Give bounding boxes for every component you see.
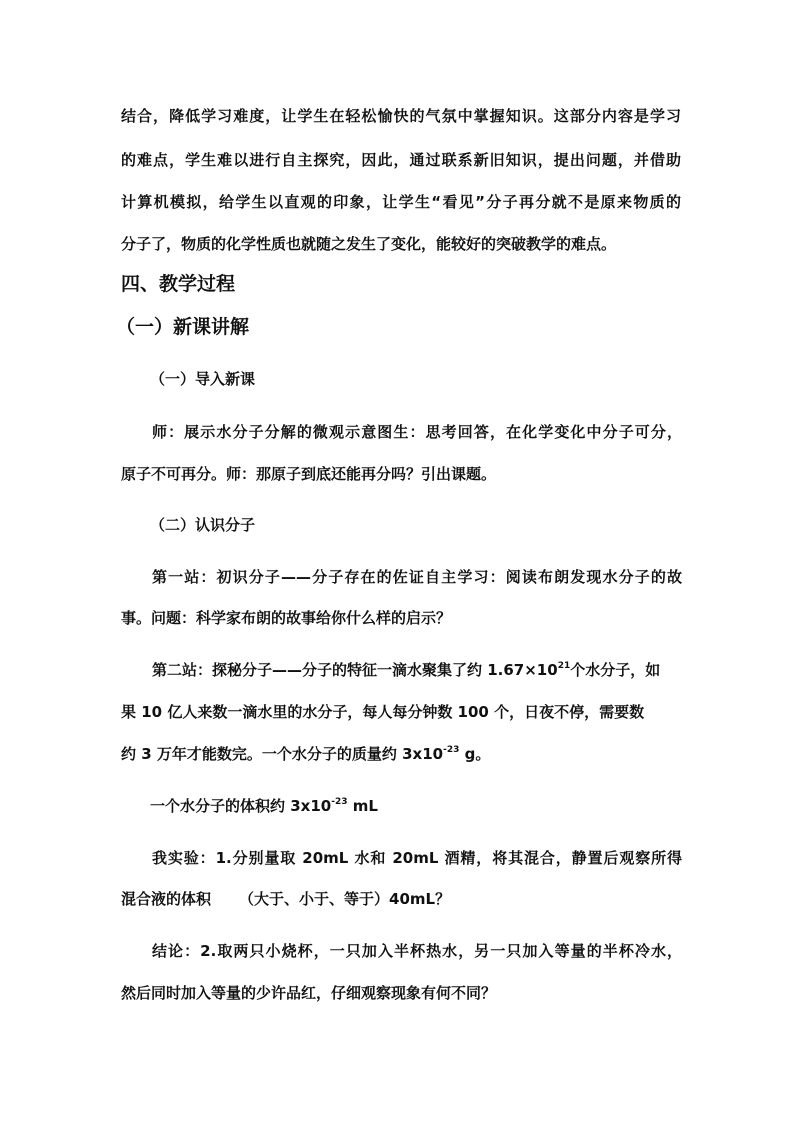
superscript: -23 bbox=[331, 797, 348, 807]
paragraph-line: 然后同时加入等量的少许品红，仔细观察现象有何不同？ bbox=[121, 984, 497, 1002]
paragraph-line: 原子不可再分。师：那原子到底还能再分吗？引出课题。 bbox=[121, 465, 497, 483]
paragraph-line: 事。问题：科学家布朗的故事给你什么样的启示？ bbox=[121, 609, 452, 627]
section-title: （一）导入新课 bbox=[150, 370, 256, 388]
superscript: 21 bbox=[557, 661, 571, 671]
text-run: （大于、小于、等于）40mL？ bbox=[239, 890, 451, 908]
paragraph-line: 师：展示水分子分解的微观示意图生：思考回答，在化学变化中分子可分， bbox=[152, 423, 682, 441]
paragraph-line bbox=[152, 660, 682, 680]
paragraph-line: 的难点，学生难以进行自主探究，因此，通过联系新旧知识，提出问题，并借助 bbox=[121, 151, 681, 169]
text-run: 一个水分子的体积约 3x10 bbox=[150, 797, 332, 815]
paragraph-line: 分子了，物质的化学性质也就随之发生了变化，能较好的突破教学的难点。 bbox=[121, 235, 617, 253]
text-run: g。 bbox=[459, 745, 491, 763]
subsection-heading: （一）新课讲解 bbox=[116, 316, 250, 338]
paragraph-line: 第一站：初识分子——分子存在的佐证自主学习：阅读布朗发现水分子的故 bbox=[152, 568, 682, 586]
text-run: 混合液的体积 bbox=[121, 890, 212, 908]
superscript: -23 bbox=[443, 745, 460, 755]
section-heading: 四、教学过程 bbox=[121, 273, 236, 295]
paragraph-line bbox=[121, 889, 681, 909]
section-title: （二）认识分子 bbox=[150, 516, 256, 534]
text-run: mL bbox=[347, 797, 378, 815]
paragraph-line: 计算机模拟，给学生以直观的印象，让学生“看见”分子再分就不是原来物质的 bbox=[121, 193, 681, 211]
paragraph-line: 我实验：1.分别量取 20mL 水和 20mL 酒精，将其混合，静置后观察所得 bbox=[152, 849, 682, 867]
paragraph-line: 果 10 亿人来数一滴水里的水分子，每人每分钟数 100 个，日夜不停，需要数 bbox=[121, 703, 645, 721]
text-run: 个水分子，如 bbox=[570, 661, 661, 679]
text-run: 约 3 万年才能数完。一个水分子的质量约 3x10 bbox=[121, 745, 444, 763]
paragraph-line: 结合，降低学习难度，让学生在轻松愉快的气氛中掌握知识。这部分内容是学习 bbox=[121, 107, 681, 125]
paragraph-line bbox=[150, 796, 710, 816]
paragraph-line bbox=[121, 744, 681, 764]
text-run: 第二站：探秘分子——分子的特征一滴水聚集了约 1.67×10 bbox=[152, 661, 558, 679]
paragraph-line: 结论：2.取两只小烧杯，一只加入半杯热水，另一只加入等量的半杯冷水， bbox=[152, 942, 682, 960]
